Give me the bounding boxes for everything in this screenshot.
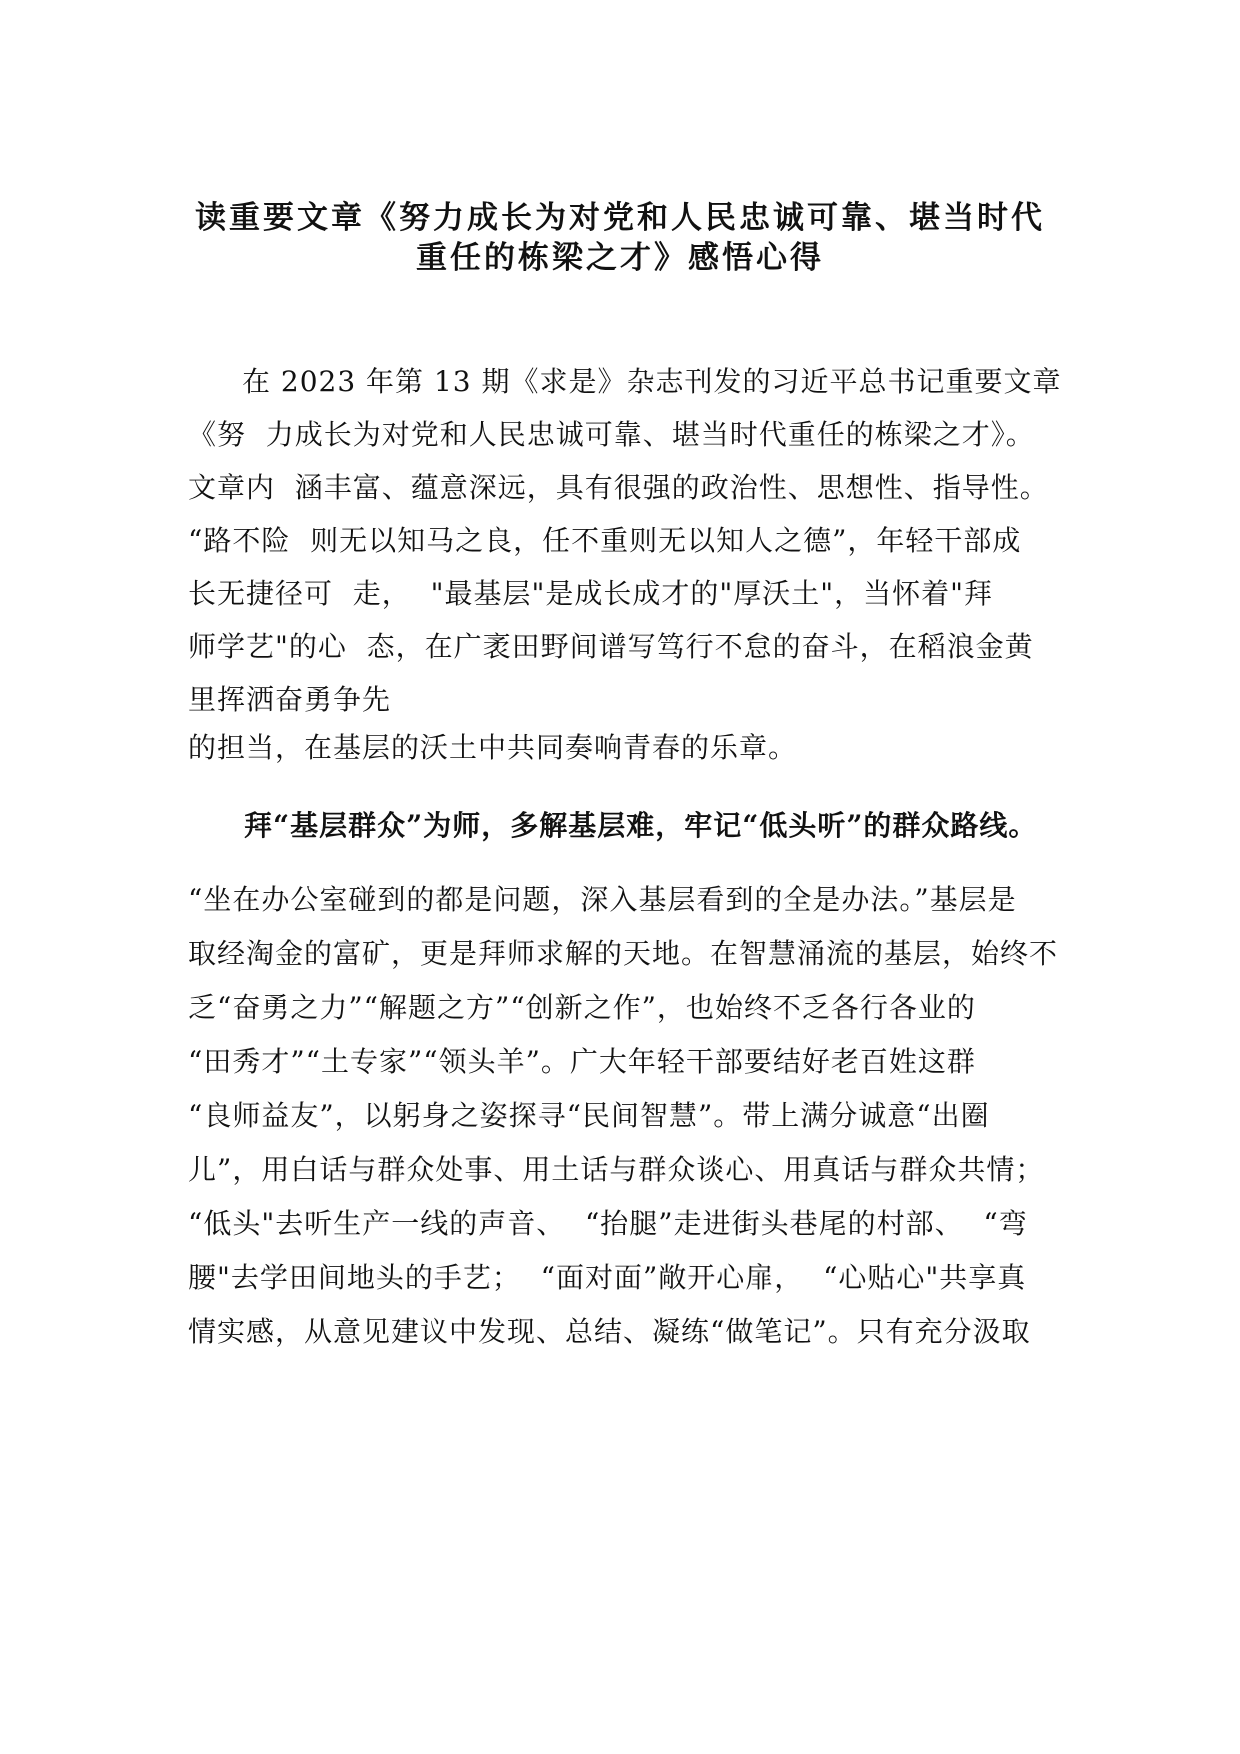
intro-line-3: 文章内 涵丰富、蕴意深远，具有很强的政治性、思想性、指导性。 bbox=[188, 471, 1049, 504]
intro-line-6: 师学艺"的心 态，在广袤田野间谱写笃行不怠的奋斗，在稻浪金黄 bbox=[188, 630, 1034, 663]
section-heading: 拜“基层群众”为师，多解基层难，牢记“低头听”的群众路线。 bbox=[244, 809, 1038, 842]
intro-line-7: 里挥洒奋勇争先 bbox=[188, 683, 392, 716]
body-line-2: 取经淘金的富矿，更是拜师求解的天地。在智慧涌流的基层，始终不 bbox=[188, 937, 1059, 970]
body-line-4: “田秀才”“土专家”“领头羊”。广大年轻干部要结好老百姓这群 bbox=[188, 1045, 976, 1078]
body-line-7: “低头"去听生产一线的声音、 “抬腿”走进街头巷尾的村部、 “弯 bbox=[188, 1207, 1028, 1240]
body-line-1: “坐在办公室碰到的都是问题，深入基层看到的全是办法。”基层是 bbox=[188, 883, 1017, 916]
body-line-6: 儿”，用白话与群众处事、用土话与群众谈心、用真话与群众共情； bbox=[188, 1153, 1045, 1186]
body-line-3: 乏“奋勇之力”“解题之方”“创新之作”，也始终不乏各行各业的 bbox=[188, 991, 976, 1024]
intro-line-5: 长无捷径可 走， "最基层"是成长成才的"厚沃土"，当怀着"拜 bbox=[188, 577, 993, 610]
intro-line-1: 在 2023 年第 13 期《求是》杂志刊发的习近平总书记重要文章 bbox=[242, 365, 1062, 398]
body-line-9: 情实感，从意见建议中发现、总结、凝练“做笔记”。只有充分汲取 bbox=[188, 1315, 1031, 1348]
intro-line-8: 的担当，在基层的沃土中共同奏响青春的乐章。 bbox=[188, 731, 798, 764]
intro-line-2: 《努 力成长为对党和人民忠诚可靠、堪当时代重任的栋梁之才》。 bbox=[188, 418, 1035, 451]
intro-line-4: “路不险 则无以知马之良，任不重则无以知人之德”，年轻干部成 bbox=[188, 524, 1022, 557]
body-line-5: “良师益友”，以躬身之姿探寻“民间智慧”。带上满分诚意“出圈 bbox=[188, 1099, 990, 1132]
document-title-line-1: 读重要文章《努力成长为对党和人民忠诚可靠、堪当时代 bbox=[195, 200, 1045, 236]
body-line-8: 腰"去学田间地头的手艺； “面对面”敞开心扉， “心贴心"共享真 bbox=[188, 1261, 1027, 1294]
document-title-line-2: 重任的栋梁之才》感悟心得 bbox=[416, 240, 824, 276]
